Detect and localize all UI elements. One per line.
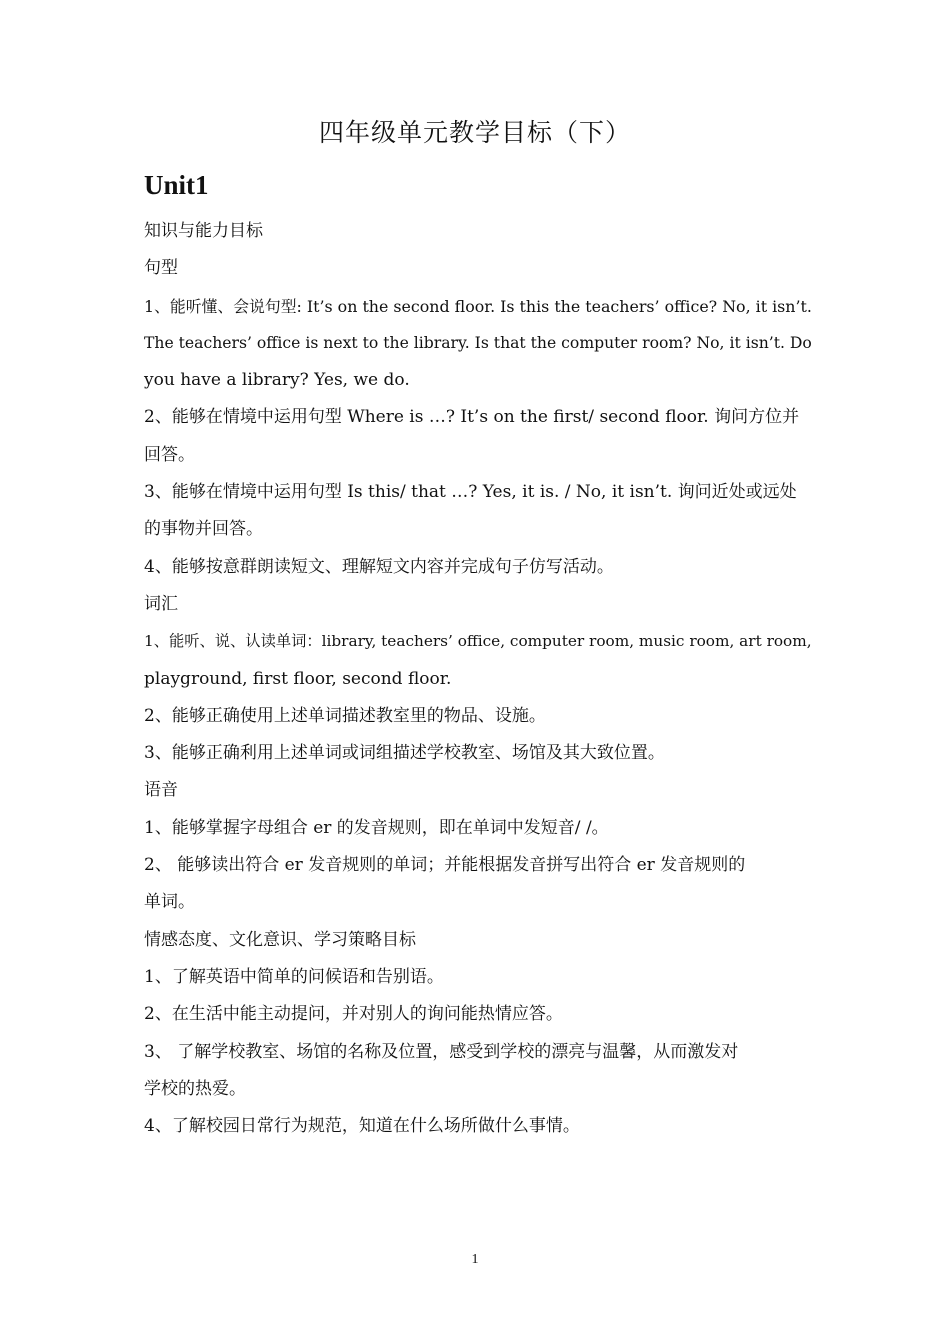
text-line: The teachers’ office is next to the library. Is that the computer room? No, it isn’t. Do (144, 333, 812, 352)
text-line: 学校的热爱。 (144, 1078, 246, 1099)
section-heading-knowledge: 知识与能力目标 (144, 221, 263, 241)
section-heading-attitude: 情感态度、文化意识、学习策略目标 (144, 929, 416, 950)
unit-heading: Unit1 (144, 170, 209, 200)
text-line: you have a library? Yes, we do. (144, 370, 410, 391)
text-line: 2、 能够读出符合 er 发音规则的单词；并能根据发音拼写出符合 er 发音规则的 (144, 855, 746, 876)
text-line: 4、了解校园日常行为规范，知道在什么场所做什么事情。 (144, 1116, 580, 1137)
text-line: 的事物并回答。 (144, 519, 263, 540)
text-line: 2、能够正确使用上述单词描述教室里的物品、设施。 (144, 705, 546, 726)
text-line: 1、能够掌握字母组合 er 的发音规则，即在单词中发短音/ /。 (144, 817, 609, 838)
document-body (144, 213, 812, 1145)
text-line: 1、能听、说、认读单词：library, teachers’ office, computer room, music room, art room, (144, 632, 812, 651)
page-number: 1 (471, 1252, 479, 1267)
text-line: 回答。 (144, 444, 195, 465)
text-line: 2、能够在情境中运用句型 Where is …? It’s on the first/ second floor. 询问方位并 (144, 407, 800, 428)
text-line: 3、 了解学校教室、场馆的名称及位置，感受到学校的漂亮与温馨，从而激发对 (144, 1041, 739, 1062)
page-title: 四年级单元教学目标（下） (318, 118, 631, 147)
text-line: 4、能够按意群朗读短文、理解短文内容并完成句子仿写活动。 (144, 556, 614, 577)
text-line: 单词。 (144, 892, 195, 913)
subsection-heading-sentences: 句型 (144, 258, 178, 279)
text-line: 3、能够正确利用上述单词或词组描述学校教室、场馆及其大致位置。 (144, 743, 665, 764)
subsection-heading-vocabulary: 词汇 (144, 593, 178, 614)
text-line: 1、能听懂、会说句型: It’s on the second floor. Is this the teachers’ office? No, it isn’t. (144, 296, 812, 316)
text-line: 3、能够在情境中运用句型 Is this/ that …? Yes, it is. / No, it isn’t. 询问近处或远处 (144, 482, 797, 503)
text-line: playground, first floor, second floor. (144, 668, 452, 689)
text-line: 1、了解英语中简单的问候语和告别语。 (144, 966, 444, 987)
subsection-heading-phonics: 语音 (144, 780, 178, 801)
text-line: 2、在生活中能主动提问，并对别人的询问能热情应答。 (144, 1004, 563, 1025)
